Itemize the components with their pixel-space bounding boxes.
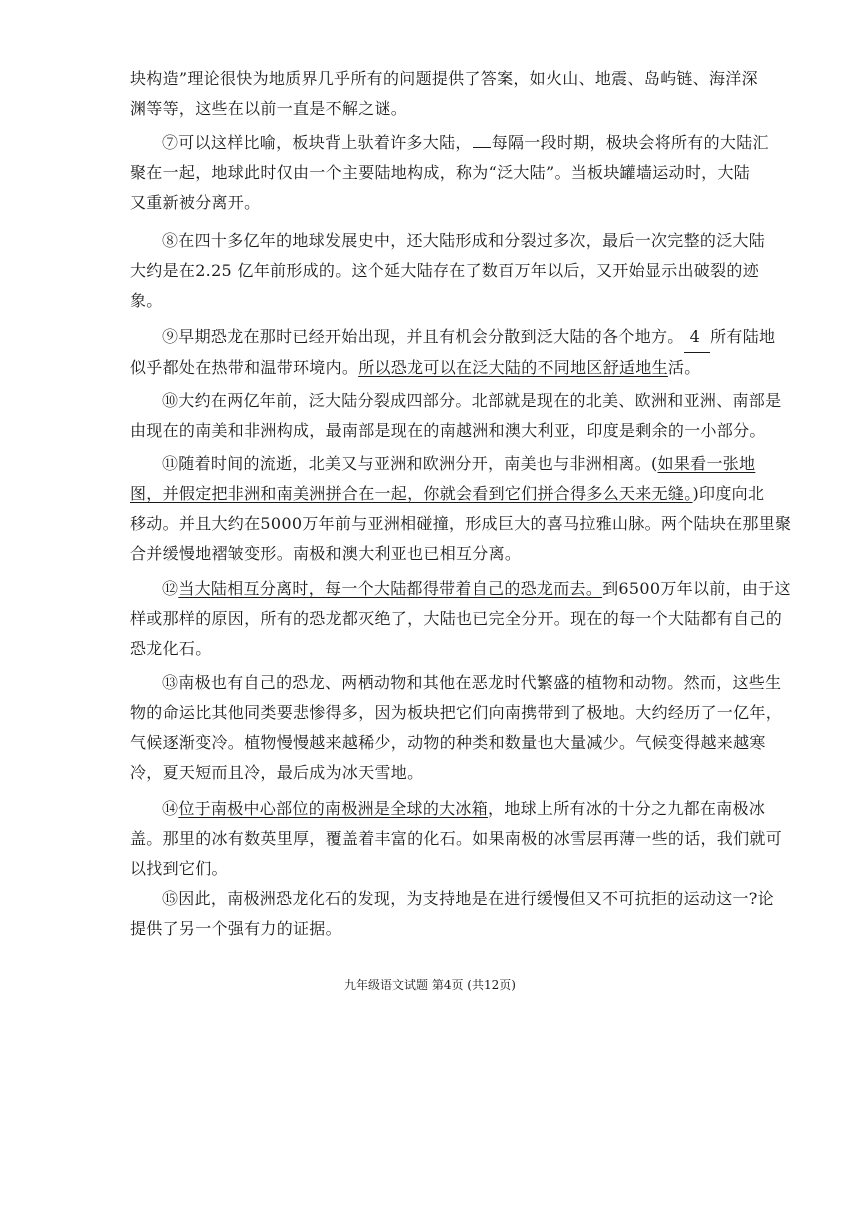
text-line: 象。: [130, 291, 163, 310]
underlined-sentence: 当大陆相互分离时，每一个大陆都得带着自己的恐龙而去。: [178, 579, 603, 598]
text-line: 以找到它们。: [130, 859, 228, 878]
paragraph-11: [130, 449, 808, 569]
text-line: 样或那样的原因，所有的恐龙都灭绝了，大陆也已完全分开。现在的每一个大陆都有自己的: [130, 609, 783, 628]
underlined-sentence: 位于南极中心部位的南极洲是全球的大冰箱: [178, 799, 489, 818]
text-line: ⑬南极也有自己的恐龙、两栖动物和其他在恶龙时代繁盛的植物和动物。然而，这些生: [162, 673, 782, 692]
answer-blank-4: 4: [684, 322, 710, 353]
text-line: 又重新被分离开。: [130, 193, 261, 212]
text-segment: ⑦可以这样比喻，板块背上驮着许多大陆，: [162, 133, 472, 152]
paragraph-10: [130, 386, 808, 446]
text-line: 气候逐渐变冷。植物慢慢越来越稀少，动物的种类和数量也大量减少。气候变得越来越寒: [130, 733, 766, 752]
text-line: 由现在的南美和非洲构成，最南部是现在的南越洲和澳大利亚，印度是剩余的一小部分。: [130, 421, 766, 440]
text-line: ⑮因此，南极洲恐龙化石的发现，为支持地是在进行缓慢但又不可抗拒的运动这一?论: [162, 889, 774, 908]
text-line: 恐龙化石。: [130, 639, 212, 658]
paragraph-6-continuation: [130, 64, 808, 124]
text-line: [130, 322, 808, 353]
text-segment: ⑨早期恐龙在那时已经开始出现，并且有机会分散到泛大陆的各个地方。: [162, 327, 684, 346]
text-line: [130, 128, 808, 158]
text-line: [130, 353, 808, 383]
paragraph-12: [130, 574, 808, 664]
text-line: ⑩大约在两亿年前，泛大陆分裂成四部分。北部就是现在的北美、欧洲和亚洲、南部是: [162, 391, 782, 410]
text-line: 渊等等，这些在以前一直是不解之谜。: [130, 99, 408, 118]
text-line: [130, 479, 808, 509]
paragraph-7: [130, 128, 808, 218]
text-line: [130, 574, 808, 604]
paragraph-9: [130, 322, 808, 383]
text-line: 聚在一起，地球此时仅由一个主要陆地构成，称为“泛大陆”。当板块罐墙运动时，大陆: [130, 163, 751, 182]
underlined-sentence: 所以恐龙可以在泛大陆的不同地区舒适地生: [358, 358, 668, 377]
text-line: 块构造”理论很快为地质界几乎所有的问题提供了答案，如火山、地震、岛屿链、海洋深: [130, 69, 758, 88]
text-segment: )印度向北: [692, 484, 765, 503]
text-line: [130, 794, 808, 824]
paragraph-15: [130, 884, 808, 944]
text-segment: 活。: [667, 358, 701, 377]
text-segment: ⑪随着时间的流逝，北美又与亚洲和欧洲分开，南美也与非洲相离。(: [162, 454, 658, 473]
paragraph-13: [130, 668, 808, 788]
text-line: 大约是在2.25 亿年前形成的。这个延大陆存在了数百万年以后，又开始显示出破裂的迹: [130, 261, 760, 280]
answer-blank: [473, 130, 491, 148]
text-segment: ⑫: [162, 579, 179, 598]
paragraph-14: [130, 794, 808, 884]
text-segment: 似乎都处在热带和温带环境内。: [130, 358, 359, 377]
page-footer: 九年级语文试题 第4页 (共12页): [344, 978, 516, 992]
text-line: [130, 449, 808, 479]
text-segment: 所有陆地: [710, 327, 776, 346]
text-line: 移动。并且大约在5000万年前与亚洲相碰撞，形成巨大的喜马拉雅山脉。两个陆块在那里聚: [130, 514, 792, 533]
text-segment: 到6500万年以前，由于这: [602, 579, 791, 598]
text-line: ⑧在四十多亿年的地球发展史中，还大陆形成和分裂过多次，最后一次完整的泛大陆: [162, 231, 766, 250]
underlined-sentence: 如果看一张地: [657, 454, 756, 473]
text-line: 盖。那里的冰有数英里厚，覆盖着丰富的化石。如果南极的冰雪层再薄一些的话，我们就可: [130, 829, 783, 848]
text-line: 物的命运比其他同类要悲惨得多，因为板块把它们向南携带到了极地。大约经历了一亿年，: [130, 703, 783, 722]
underlined-sentence: 图，并假定把非洲和南美洲拼合在一起，你就会看到它们拼合得多么天来无缝。: [130, 484, 693, 503]
text-segment: ⑭: [162, 799, 179, 818]
text-line: 冷，夏天短而且冷，最后成为冰天雪地。: [130, 763, 424, 782]
text-line: 提供了另一个强有力的证据。: [130, 919, 342, 938]
text-segment: 每隔一段时期，极块会将所有的大陆汇: [491, 133, 769, 152]
text-line: 合并缓慢地褶皱变形。南极和澳大利亚也已相互分离。: [130, 544, 522, 563]
text-segment: ，地球上所有冰的十分之九都在南极冰: [488, 799, 766, 818]
paragraph-8: [130, 226, 808, 316]
